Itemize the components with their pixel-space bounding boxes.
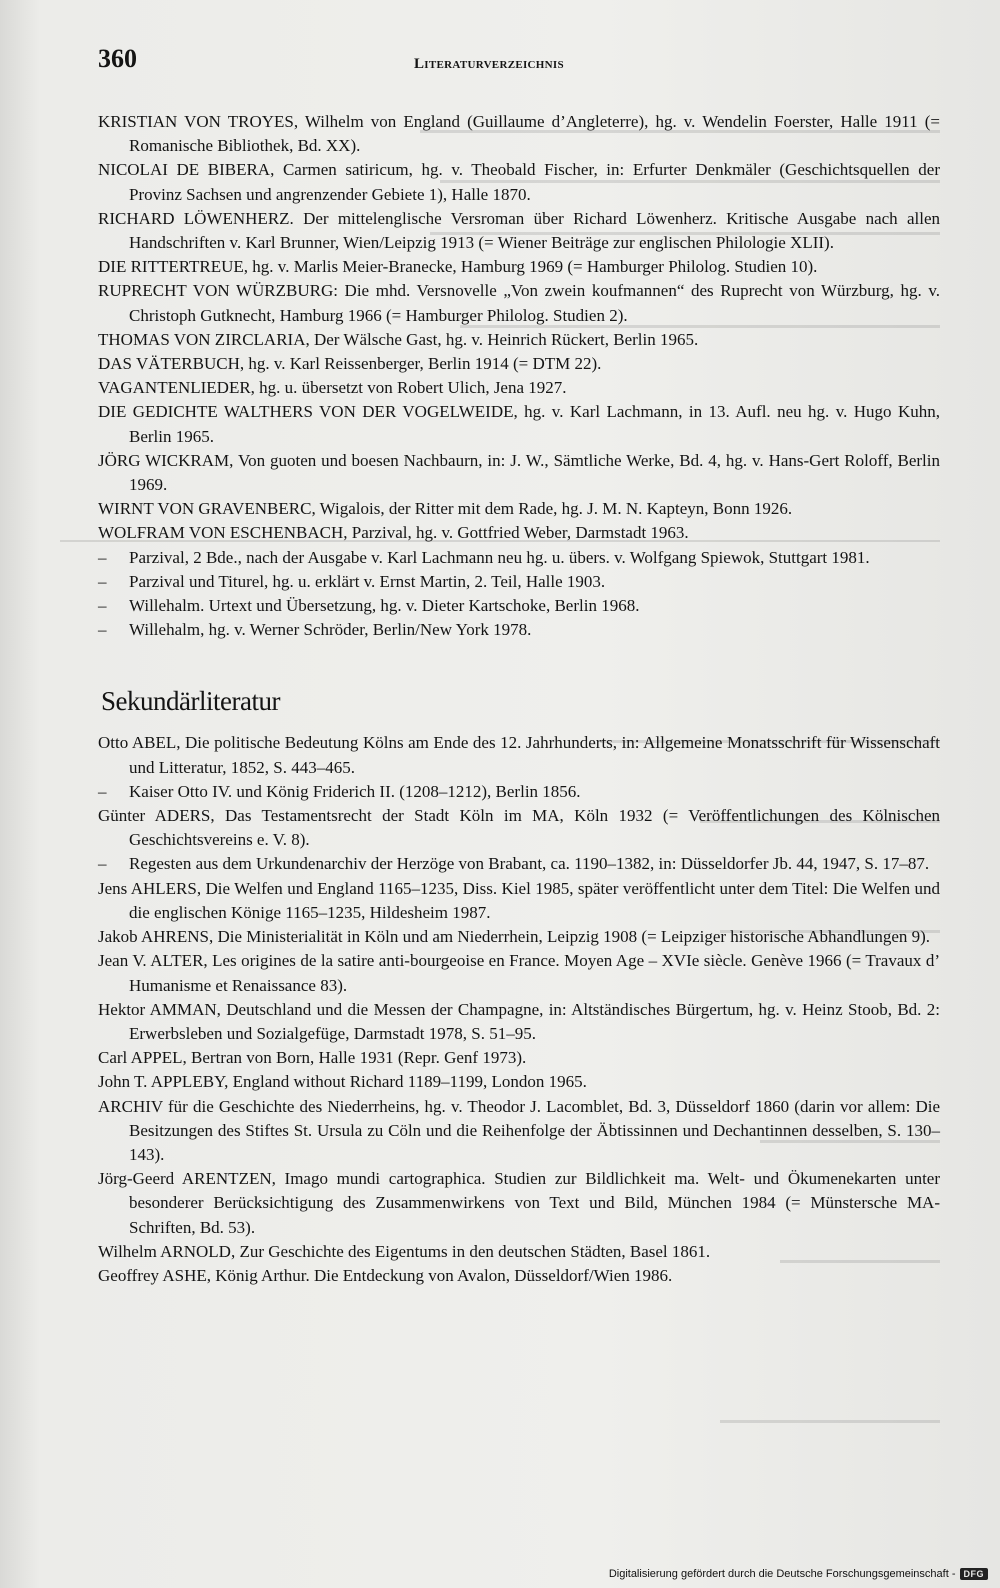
dash-mark: – [98, 854, 107, 874]
bibliography-entry: Otto ABEL, Die politische Bedeutung Kölns am Ende des 12. Jahrhunderts, in: Allgemeine Monatsschrift für Wissenschaft und Litteratur, 1852, S. 443–465. [98, 733, 940, 777]
bibliography-entry: WOLFRAM VON ESCHENBACH, Parzival, hg. v. Gottfried Weber, Darmstadt 1963. [98, 523, 689, 543]
bibliography-entry: RICHARD LÖWENHERZ. Der mittelenglische Versroman über Richard Löwenherz. Kritische Ausgabe nach allen Handschriften v. Karl Brunner, Wien/Leipzig 1913 (= Wiener Beiträge zur englischen Philologie XLII). [98, 208, 940, 253]
dash-mark: – [98, 781, 107, 801]
dfg-logo: DFG [960, 1568, 989, 1580]
bibliography-entry: JÖRG WICKRAM, Von guoten und boesen Nachbaurn, in: J. W., Sämtliche Werke, Bd. 4, hg. v. Hans-Gert Roloff, Berlin 1969. [98, 450, 940, 495]
bibliography-entry: Geoffrey ASHE, König Arthur. Die Entdeckung von Avalon, Düsseldorf/Wien 1986. [98, 1265, 673, 1285]
bibliography-subentry [98, 618, 940, 642]
bibliography-entry: Hektor AMMAN, Deutschland und die Messen der Champagne, in: Altständisches Bürgertum, hg. v. Heinz Stoob, Bd. 2: Erwerbsleben und Sozialgefüge, Darmstadt 1978, S. 51–95. [98, 999, 940, 1043]
dash-mark: – [98, 547, 107, 567]
footer-credit: Digitalisierung gefördert durch die Deutsche Forschungsgemeinschaft - [608, 1568, 956, 1580]
dash-mark: – [98, 571, 107, 591]
bibliography-entry: WIRNT VON GRAVENBERC, Wigalois, der Ritter mit dem Rade, hg. J. M. N. Kapteyn, Bonn 1926. [98, 499, 793, 519]
bibliography-entry: ARCHIV für die Geschichte des Niederrheins, hg. v. Theodor J. Lacomblet, Bd. 3, Düsseldorf 1860 (darin vor allem: Die Besitzungen des Stiftes St. Ursula zu Cöln und die Reihenfolge der Äbtissinnen und Dechantinnen desselben, S. 130–143). [98, 1096, 940, 1164]
bibliography-entry: Carl APPEL, Bertran von Born, Halle 1931 (Repr. Genf 1973). [98, 1048, 527, 1068]
bibliography-entry: RUPRECHT VON WÜRZBURG: Die mhd. Versnovelle „Von zwein koufmannen“ des Ruprecht von Würzburg, hg. v. Christoph Gutknecht, Hamburg 1966 (= Hamburger Philolog. Studien 2). [98, 281, 940, 325]
bibliography-entry: Jakob AHRENS, Die Ministerialität in Köln und am Niederrhein, Leipzig 1908 (= Leipziger historische Abhandlungen 9). [98, 927, 931, 947]
subentry-text: Willehalm, hg. v. Werner Schröder, Berlin/New York 1978. [129, 620, 532, 640]
bibliography-entry: Günter ADERS, Das Testamentsrecht der Stadt Köln im MA, Köln 1932 (= Veröffentlichungen des Kölnischen Geschichtsvereins e. V. 8). [98, 806, 940, 850]
primary-sources-list [98, 110, 940, 642]
dash-mark: – [98, 620, 107, 640]
subentry-text: Parzival, 2 Bde., nach der Ausgabe v. Karl Lachmann neu hg. u. übers. v. Wolfgang Spiewok, Stuttgart 1981. [129, 547, 870, 567]
bibliography-entry: Wilhelm ARNOLD, Zur Geschichte des Eigentums in den deutschen Städten, Basel 1861. [98, 1241, 711, 1261]
bibliography-entry: Jens AHLERS, Die Welfen und England 1165–1235, Diss. Kiel 1985, später veröffentlicht unter dem Titel: Die Welfen und die englischen Könige 1165–1235, Hildesheim 1987. [98, 878, 940, 922]
bibliography-subentry [98, 780, 940, 804]
subentry-text: Willehalm. Urtext und Übersetzung, hg. v. Dieter Kartschoke, Berlin 1968. [129, 596, 640, 616]
subentry-text: Kaiser Otto IV. und König Friderich II. (1208–1212), Berlin 1856. [129, 781, 581, 801]
bibliography-entry: THOMAS VON ZIRCLARIA, Der Wälsche Gast, hg. v. Heinrich Rückert, Berlin 1965. [98, 329, 699, 349]
bibliography-entry: VAGANTENLIEDER, hg. u. übersetzt von Robert Ulich, Jena 1927. [98, 378, 567, 398]
dash-mark: – [98, 596, 107, 616]
page-number: 360 [98, 44, 137, 73]
bibliography-entry: NICOLAI DE BIBERA, Carmen satiricum, hg. v. Theobald Fischer, in: Erfurter Denkmäler (Geschichtsquellen der Provinz Sachsen und angrenzender Gebiete 1), Halle 1870. [98, 160, 940, 204]
bibliography-entry: KRISTIAN VON TROYES, Wilhelm von England (Guillaume d’Angleterre), hg. v. Wendelin Foerster, Halle 1911 (= Romanische Bibliothek, Bd. XX). [98, 112, 940, 156]
running-head: Literaturverzeichnis [414, 56, 564, 72]
bibliography-subentry [98, 570, 940, 594]
section-heading: Sekundärliteratur [101, 686, 280, 717]
bibliography-subentry [98, 852, 940, 876]
subentry-text: Parzival und Titurel, hg. u. erklärt v. Ernst Martin, 2. Teil, Halle 1903. [129, 571, 606, 591]
bibliography-entry: John T. APPLEBY, England without Richard 1189–1199, London 1965. [98, 1072, 587, 1092]
bibliography-entry: Jörg-Geerd ARENTZEN, Imago mundi cartographica. Studien zur Bildlichkeit ma. Welt- und Ökumenekarten unter besonderer Berücksichtigung des Zusammenwirkens von Text und Bild, München 1984 (= Münstersche MA-Schriften, Bd. 53). [98, 1169, 940, 1237]
page-header [98, 40, 888, 80]
bibliography-subentry [98, 594, 940, 618]
digitization-footer [609, 1568, 988, 1580]
bibliography-entry: Jean V. ALTER, Les origines de la satire anti-bourgeoise en France. Moyen Age – XVIe siècle. Genève 1966 (= Travaux d’ Humanisme et Renaissance 83). [98, 951, 940, 995]
secondary-literature-list [98, 731, 940, 1288]
subentry-text: Regesten aus dem Urkundenarchiv der Herzöge von Brabant, ca. 1190–1382, in: Düsseldorfer Jb. 44, 1947, S. 17–87. [129, 854, 930, 874]
bibliography-entry: DIE RITTERTREUE, hg. v. Marlis Meier-Branecke, Hamburg 1969 (= Hamburger Philolog. Studien 10). [98, 257, 818, 277]
bibliography-entry: DIE GEDICHTE WALTHERS VON DER VOGELWEIDE, hg. v. Karl Lachmann, in 13. Aufl. neu hg. v. Hugo Kuhn, Berlin 1965. [98, 402, 940, 446]
bibliography-entry: DAS VÄTERBUCH, hg. v. Karl Reissenberger, Berlin 1914 (= DTM 22). [98, 354, 602, 374]
bibliography-subentry [98, 546, 940, 570]
bibliography-column [98, 110, 940, 1288]
